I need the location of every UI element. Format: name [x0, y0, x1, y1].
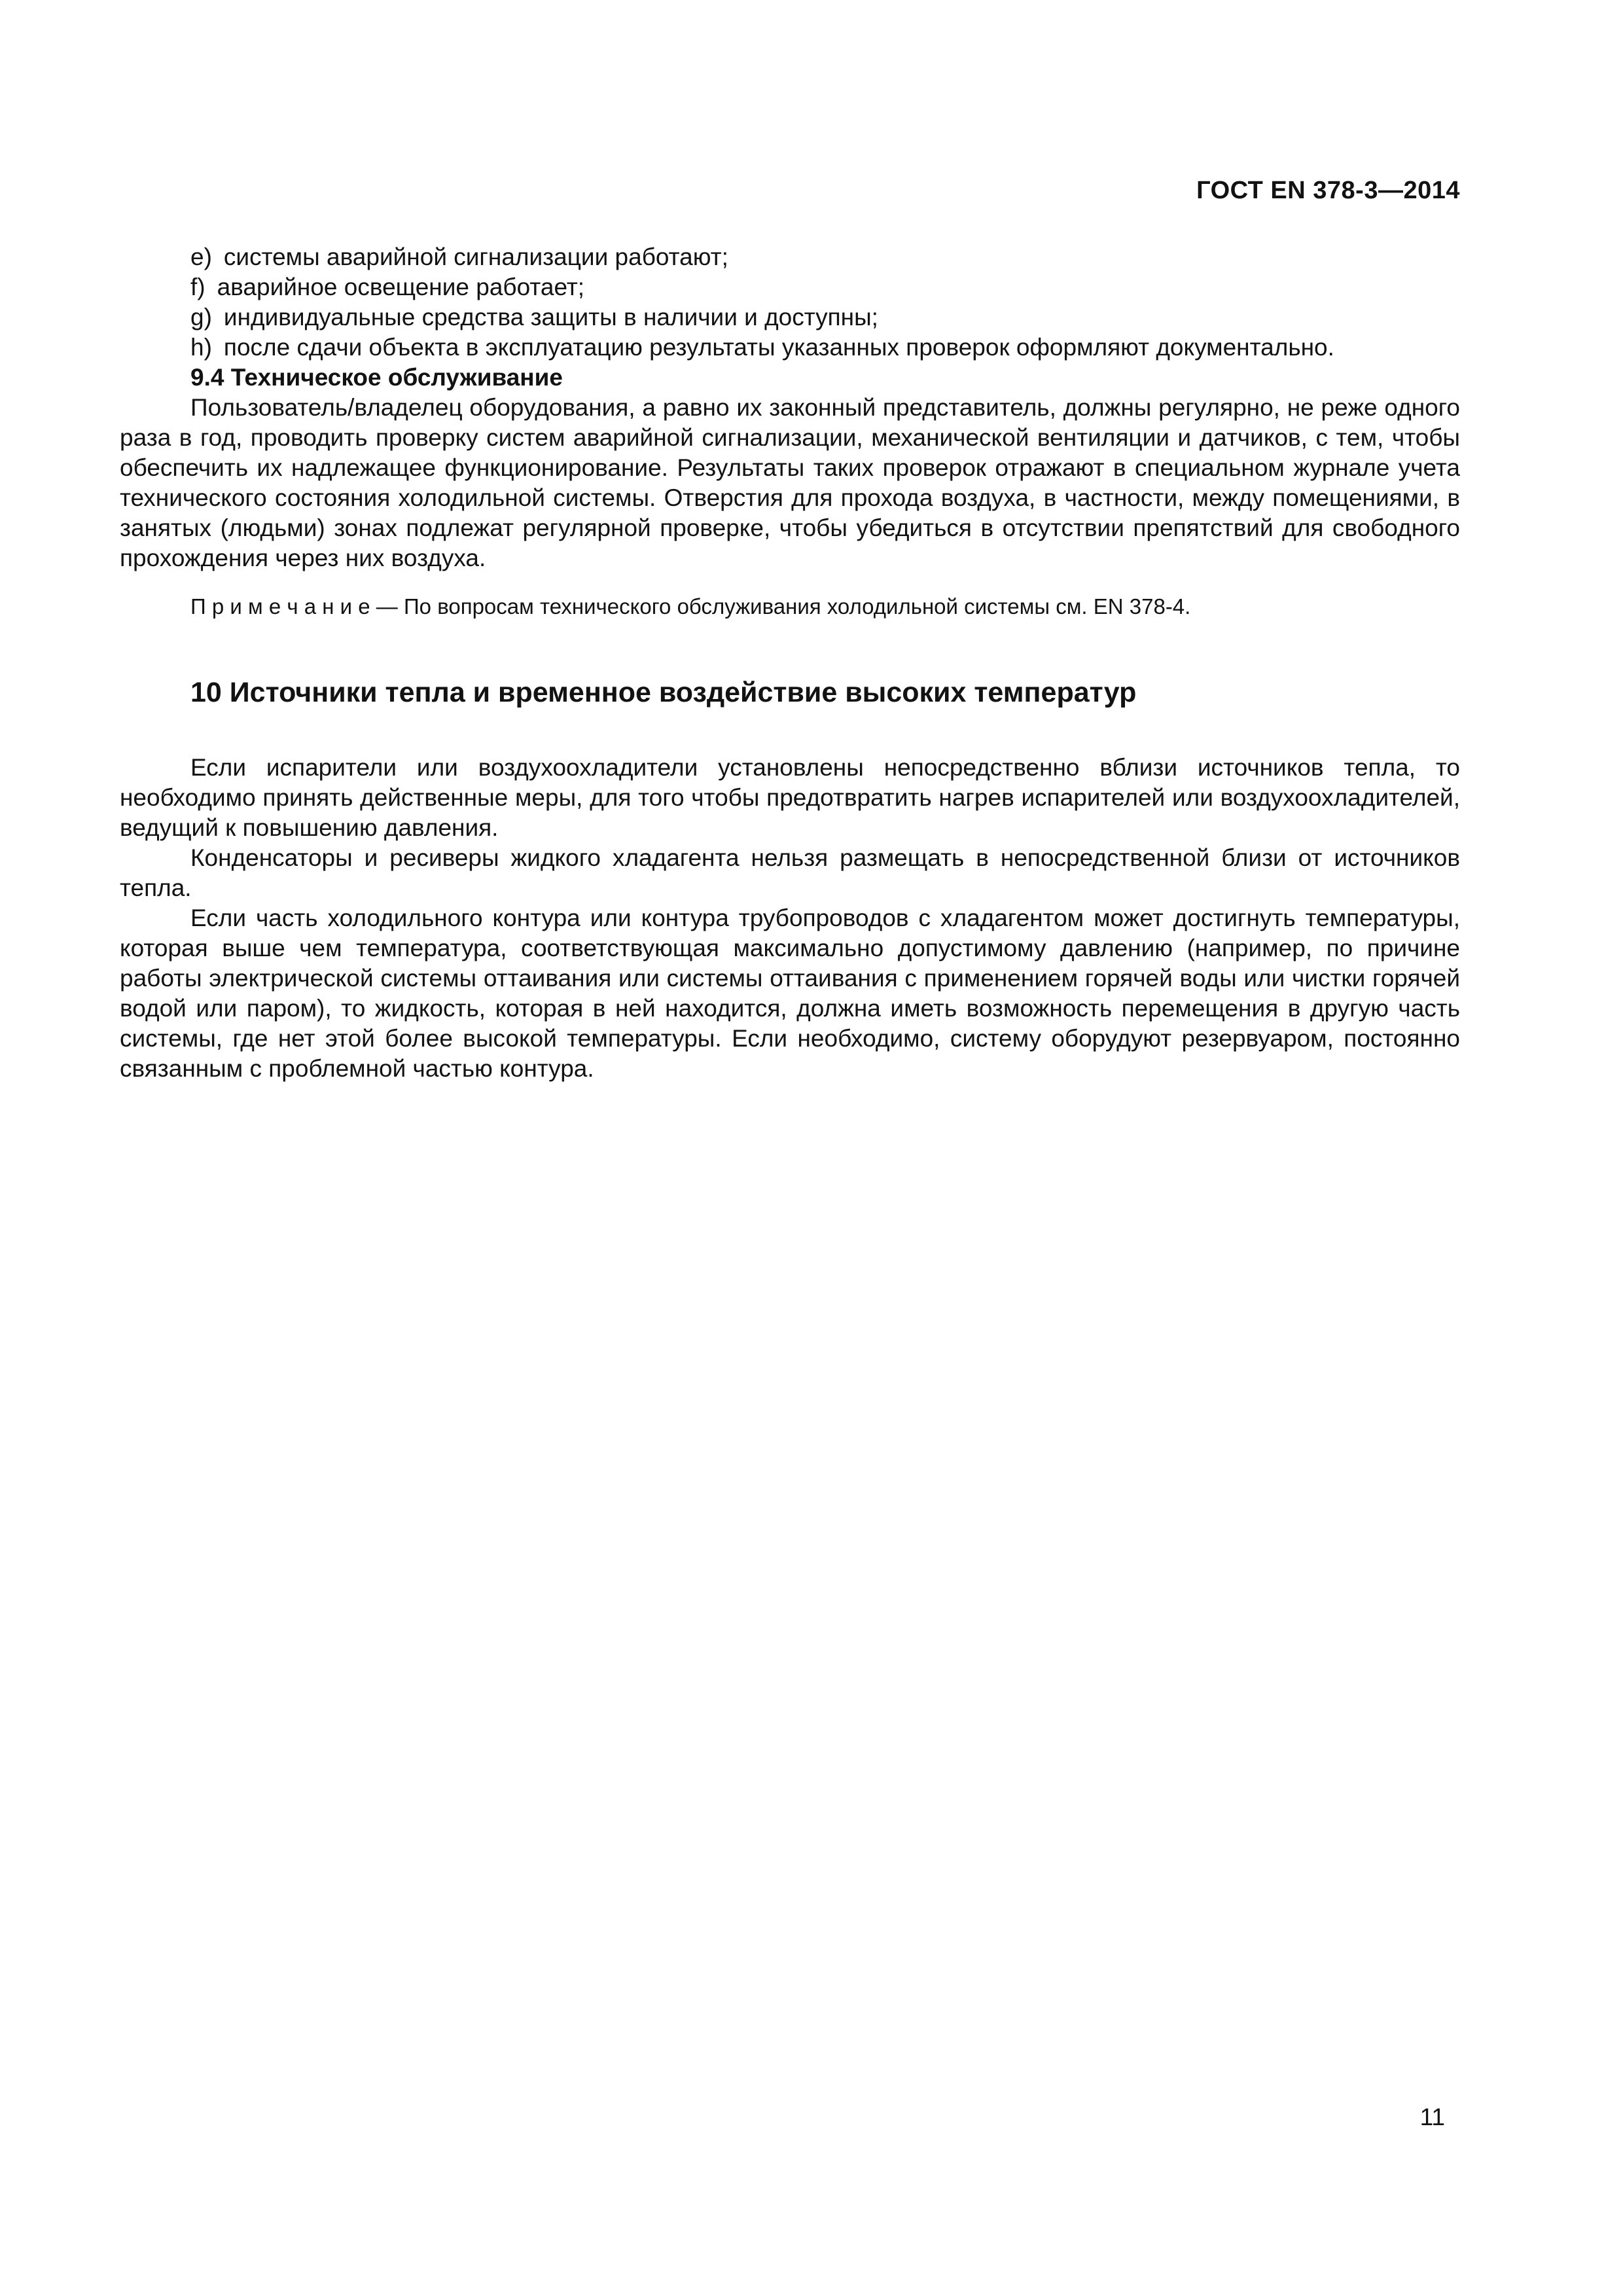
section-heading-10: 10 Источники тепла и временное воздействие высоких температур [190, 677, 1137, 708]
page-content [120, 175, 1460, 1084]
paragraph-heat-sources-2: Конденсаторы и ресиверы жидкого хладагента нельзя размещать в непосредственной близи от источников тепла. [120, 844, 1460, 901]
paragraph-heat-sources-1: Если испарители или воздухоохладители установлены непосредственно вблизи источников тепла, то необходимо принять действенные меры, для того чтобы предотвратить нагрев испарителей или воздухоохладителей, ведущий к повышению давления. [120, 754, 1460, 841]
list-item-f [120, 272, 1460, 302]
list-item-e [120, 242, 1460, 272]
list-marker: f) [190, 274, 205, 300]
note-maintenance: П р и м е ч а н и е — По вопросам технического обслуживания холодильной системы см. EN 378-4. [190, 594, 1191, 619]
subsection-heading-9-4: 9.4 Техническое обслуживание [190, 364, 563, 391]
list-item-text: индивидуальные средства защиты в наличии и доступны; [223, 304, 878, 331]
list-marker: e) [190, 243, 212, 270]
list-marker: g) [190, 304, 212, 331]
document-code-header: ГОСТ EN 378-3—2014 [1196, 177, 1460, 204]
list-item-g [120, 302, 1460, 332]
list-item-h [120, 332, 1460, 363]
paragraph-maintenance: Пользователь/владелец оборудования, а равно их законный представитель, должны регулярно, не реже одного раза в год, проводить проверку систем аварийной сигнализации, механической вентиляции и датчиков, с тем, чтобы обеспечить их надлежащее функционирование. Результаты таких проверок отражают в специальном журнале учета технического состояния холодильной системы. Отверстия для прохода воздуха, в частности, между помещениями, в занятых (людьми) зонах подлежат регулярной проверке, чтобы убедиться в отсутствии препятствий для свободного прохождения через них воздуха. [120, 394, 1460, 571]
list-item-text: системы аварийной сигнализации работают; [223, 243, 728, 270]
list-item-text: аварийное освещение работает; [217, 274, 585, 300]
list-marker: h) [190, 334, 212, 361]
page-number: 11 [1419, 2104, 1445, 2130]
paragraph-heat-sources-3: Если часть холодильного контура или контура трубопроводов с хладагентом может достигнуть температуры, которая выше чем температура, соответствующая максимально допустимому давлению (например, по причине работы электрической системы оттаивания или системы оттаивания с применением горячей воды или чистки горячей водой или паром), то жидкость, которая в ней находится, должна иметь возможность перемещения в другую часть системы, где нет этой более высокой температуры. Если необходимо, систему оборудуют резервуаром, постоянно связанным с проблемной частью контура. [120, 905, 1460, 1082]
list-item-text: после сдачи объекта в эксплуатацию результаты указанных проверок оформляют документально. [223, 334, 1334, 361]
